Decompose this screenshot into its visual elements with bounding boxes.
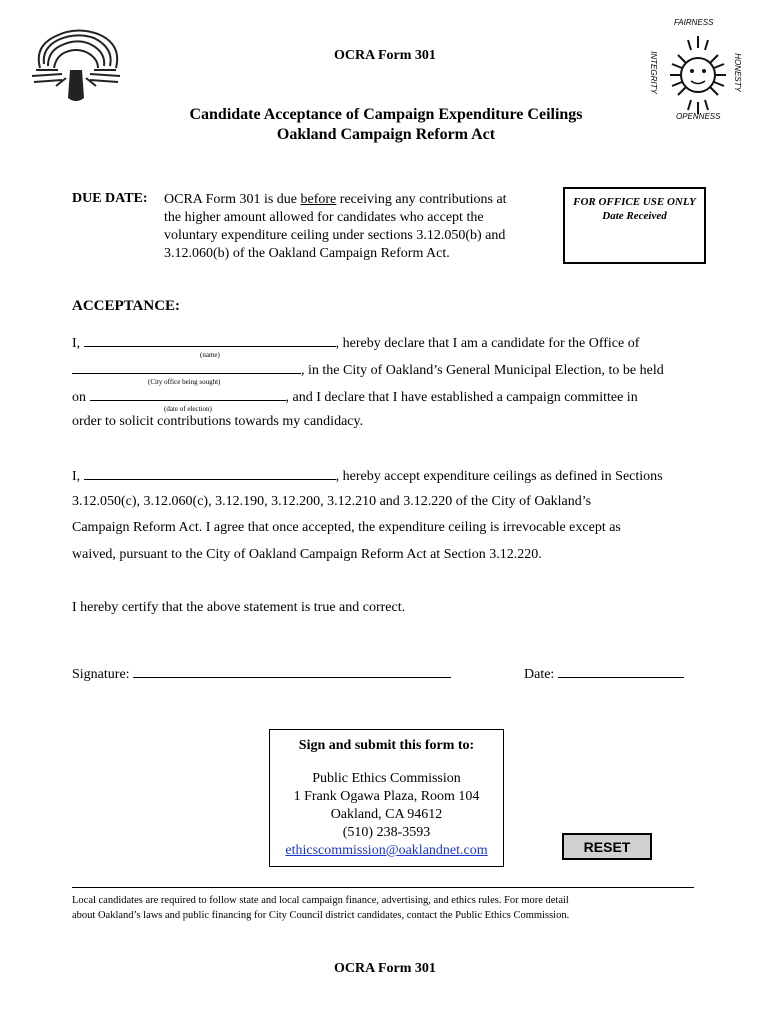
election-date-field[interactable] (90, 387, 286, 401)
acceptance-line-4: order to solicit contributions towards my candidacy. (72, 414, 364, 429)
acceptance-l2-suffix: , in the City of Oakland’s General Municipal Election, to be held (301, 363, 664, 378)
due-date-line4: 3.12.060(b) of the Oakland Campaign Reform Act. (164, 246, 450, 261)
footer-divider (72, 887, 694, 888)
due-date-text (164, 191, 554, 263)
name-caption: (name) (200, 351, 220, 359)
date-row (524, 664, 684, 683)
submit-address-box (269, 729, 504, 867)
signature-field[interactable] (133, 664, 451, 678)
form-number-footer: OCRA Form 301 (334, 961, 436, 976)
ceilings-line-4: waived, pursuant to the City of Oakland Campaign Reform Act at Section 3.12.220. (72, 547, 542, 562)
seal-text-right: HONESTY (732, 53, 742, 92)
city-office-field[interactable] (72, 360, 301, 374)
ceilings-i-label: I, (72, 469, 81, 484)
ceilings-line-1 (72, 466, 663, 485)
due-date-text-pre: OCRA Form 301 is due (164, 192, 301, 207)
submit-email-link[interactable]: ethicscommission@oaklandnet.com (285, 843, 488, 858)
reset-button[interactable] (562, 833, 652, 860)
acceptance-i-label: I, (72, 336, 81, 351)
acceptance-on-label: on (72, 390, 86, 405)
office-use-date-received: Date Received (602, 210, 667, 222)
election-date-caption: (date of election) (164, 405, 212, 413)
date-label: Date: (524, 667, 555, 682)
submit-org: Public Ethics Commission (312, 771, 461, 786)
seal-text-bottom: OPENNESS (676, 112, 721, 121)
due-date-line3: voluntary expenditure ceiling under sections 3.12.050(b) and (164, 228, 506, 243)
seal-text-left: INTEGRITY (648, 51, 658, 94)
page-title: Candidate Acceptance of Campaign Expenditure Ceilings (189, 106, 583, 123)
submit-address2: Oakland, CA 94612 (330, 807, 443, 822)
acceptance-line-3 (72, 387, 638, 406)
acceptance-heading: ACCEPTANCE: (72, 298, 181, 314)
office-use-box (563, 187, 706, 264)
submit-title: Sign and submit this form to: (298, 738, 475, 753)
acceptance-line-2 (72, 360, 664, 379)
footer-note-line1: Local candidates are required to follow state and local campaign finance, advertising, and ethics rules. For more detail (72, 895, 569, 906)
signature-label: Signature: (72, 667, 130, 682)
city-office-caption: (City office being sought) (148, 378, 221, 386)
ceilings-line-2: 3.12.050(c), 3.12.060(c), 3.12.190, 3.12.200, 3.12.210 and 3.12.220 of the City of Oakland’s (72, 494, 592, 509)
footer-note (72, 893, 569, 923)
footer-note-line2: about Oakland’s laws and public financing for City Council district candidates, contact the Public Ethics Commission. (72, 910, 570, 921)
due-date-label: DUE DATE: (72, 191, 148, 206)
ceilings-name-field[interactable] (84, 466, 336, 480)
submit-phone: (510) 238-3593 (342, 825, 431, 840)
due-date-text-post: receiving any contributions at (336, 192, 507, 207)
page-subtitle: Oakland Campaign Reform Act (276, 126, 496, 143)
form-number-header: OCRA Form 301 (334, 48, 436, 63)
office-use-title: FOR OFFICE USE ONLY (573, 196, 696, 208)
certify-statement: I hereby certify that the above statement is true and correct. (72, 600, 406, 615)
acceptance-l1-suffix: , hereby declare that I am a candidate for the Office of (335, 336, 640, 351)
due-date-line2: the higher amount allowed for candidates who accept the (164, 210, 484, 225)
due-date-before: before (300, 192, 337, 207)
oakland-tree-logo (26, 26, 126, 106)
candidate-name-field[interactable] (84, 333, 336, 347)
acceptance-l3-suffix: , and I declare that I have established a campaign committee in (285, 390, 638, 405)
acceptance-line-1 (72, 333, 639, 352)
date-field[interactable] (558, 664, 684, 678)
signature-row (72, 664, 451, 683)
submit-address1: 1 Frank Ogawa Plaza, Room 104 (293, 789, 480, 804)
ceilings-l1-suffix: , hereby accept expenditure ceilings as defined in Sections (335, 469, 663, 484)
ceilings-line-3: Campaign Reform Act. I agree that once accepted, the expenditure ceiling is irrevocable except as (72, 520, 621, 535)
reset-button-label: RESET (583, 838, 631, 855)
seal-text-top: FAIRNESS (674, 18, 714, 27)
